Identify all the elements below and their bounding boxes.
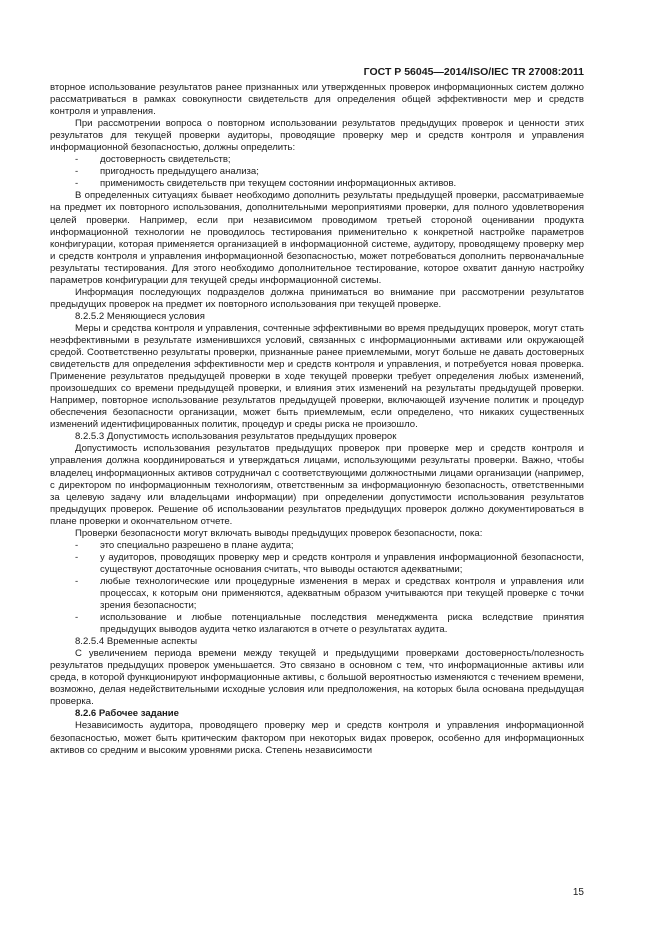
list-dash: - [75, 154, 79, 166]
paragraph: Допустимость использования результатов предыдущих проверок при проверке мер и средств контроля и управления должна координироваться и утверждаться лицами, использующими результаты проверки. Важно, чтобы владелец информационных активов сотрудничал с соответствующими должностными лицами организации (например, с директором по информационным технологиям, ответственным за информационную безопасность, ответственными за целевую задачу или владельцами информации) при определении допустимости использования результатов предыдущих проверок. Решение об использовании результатов предыдущих проверок должно документироваться в плане проверки и окончательном отчете. [50, 443, 584, 527]
page-number: 15 [572, 887, 584, 898]
paragraph: 8.2.5.3 Допустимость использования результатов предыдущих проверок [75, 431, 397, 443]
paragraph: Меры и средства контроля и управления, сочтенные эффективными во время предыдущих проверок, могут стать неэффективными в результате изменившихся условий, связанных с информационными активами или окружающей средой. Соответственно результаты проверки, признанные ранее приемлемыми, могут больше не давать достоверных свидетельств для определения эффективности мер и средств контроля и управления, и потребуется новая проверка. Применение результатов предыдущей проверки в ходе текущей проверки требует определения любых изменений, произошедших со времени предыдущей проверки, и влияния этих изменений на результаты предыдущей проверки. Например, повторное использование результатов предыдущей проверки, включающей изучение политик и процедур обеспечения безопасности организации, может быть приемлемым, если определено, что никаких существенных изменений идентифицированных политик, процедур и среды риска не произошло. [50, 322, 584, 431]
paragraph: Проверки безопасности могут включать выводы предыдущих проверок безопасности, пока: [75, 527, 483, 539]
list-item-text: любые технологические или процедурные изменения в мерах и средствах контроля и управления или процессах, к которым они применяются, адекватным образом учитываются при текущей проверке с точки зрения безопасности; [100, 575, 584, 612]
list-dash: - [75, 166, 79, 178]
paragraph: 8.2.5.2 Меняющиеся условия [75, 310, 205, 322]
list-dash: - [75, 575, 79, 587]
section-heading: 8.2.6 Рабочее задание [75, 708, 179, 720]
paragraph: Независимость аудитора, проводящего проверку мер и средств контроля и управления информационной безопасностью, может быть критическим фактором при некоторых видах проверок, особенно для информационных активов со средним и высоким уровнями риска. Степень независимости [50, 720, 584, 756]
list-item [50, 166, 584, 178]
list-item-text: использование и любые потенциальные последствия менеджмента риска вследствие принятия предыдущих выводов аудита четко излагаются в отчете о результатах аудита. [100, 612, 584, 636]
document-body [50, 82, 584, 757]
list-item-text: применимость свидетельств при текущем состоянии информационных активов. [100, 178, 457, 190]
list-item-text: достоверность свидетельств; [100, 154, 231, 166]
list-item [50, 552, 584, 576]
list-item [50, 154, 584, 166]
list-item [50, 178, 584, 190]
list-item-text: у аудиторов, проводящих проверку мер и средств контроля и управления информационной безопасности, существуют достаточные основания считать, что выводы остаются адекватными; [100, 551, 584, 575]
paragraph: При рассмотрении вопроса о повторном использовании результатов предыдущих проверок и ценности этих результатов для текущей проверки аудиторы, проводящие проверку мер и средств контроля и управления информационной безопасностью, должны определить: [50, 118, 584, 154]
list-item [50, 612, 584, 636]
list-item-text: пригодность предыдущего анализа; [100, 166, 259, 178]
paragraph: 8.2.5.4 Временные аспекты [75, 636, 198, 648]
list-item [50, 540, 584, 552]
list-dash: - [75, 178, 79, 190]
standard-header: ГОСТ Р 56045—2014/ISO/IEC TR 27008:2011 [363, 66, 584, 78]
paragraph: вторное использование результатов ранее признанных или утвержденных проверок информационных систем должно рассматриваться в рамках совокупности свидетельств для определения общей эффективности мер и средств контроля и управления. [50, 82, 584, 118]
list-item [50, 576, 584, 612]
paragraph: В определенных ситуациях бывает необходимо дополнить результаты предыдущей проверки, рассматриваемые на предмет их повторного использования, дополнительными мероприятиями проверки, для полного удовлетворения целей проверки. Например, если при независимом проводимом третьей стороной оценивании продукта информационной технологии не проводилось тестирования применительно к конкретной настройке параметров конфигурации, которая применяется организацией в информационной системе, аудитору, проводящему проверку мер и средств контроля и управления информационной безопасностью, может потребоваться дополнить первоначальные результаты тестирования. Для этого необходимо дополнительное тестирование, которое охватит данную настройку параметров конфигурации для текущей среды информационной системы. [50, 190, 584, 286]
list-item-text: это специально разрешено в плане аудита; [100, 539, 294, 551]
list-dash: - [75, 612, 79, 624]
paragraph: С увеличением периода времени между текущей и предыдущими проверками достоверность/полезность результатов предыдущих проверок уменьшается. Это связано в основном с тем, что информационные активы или среда, в которой функционируют информационные активы, с большой вероятностью изменяются с течением времени, возможно, делая недействительными исходные условия или предположения, на которых была основана предыдущая проверка. [50, 648, 584, 708]
list-dash: - [75, 551, 79, 563]
paragraph: Информация последующих подразделов должна приниматься во внимание при рассмотрении результатов предыдущих проверок на предмет их повторного использования при текущей проверке. [50, 286, 584, 310]
list-dash: - [75, 539, 79, 551]
